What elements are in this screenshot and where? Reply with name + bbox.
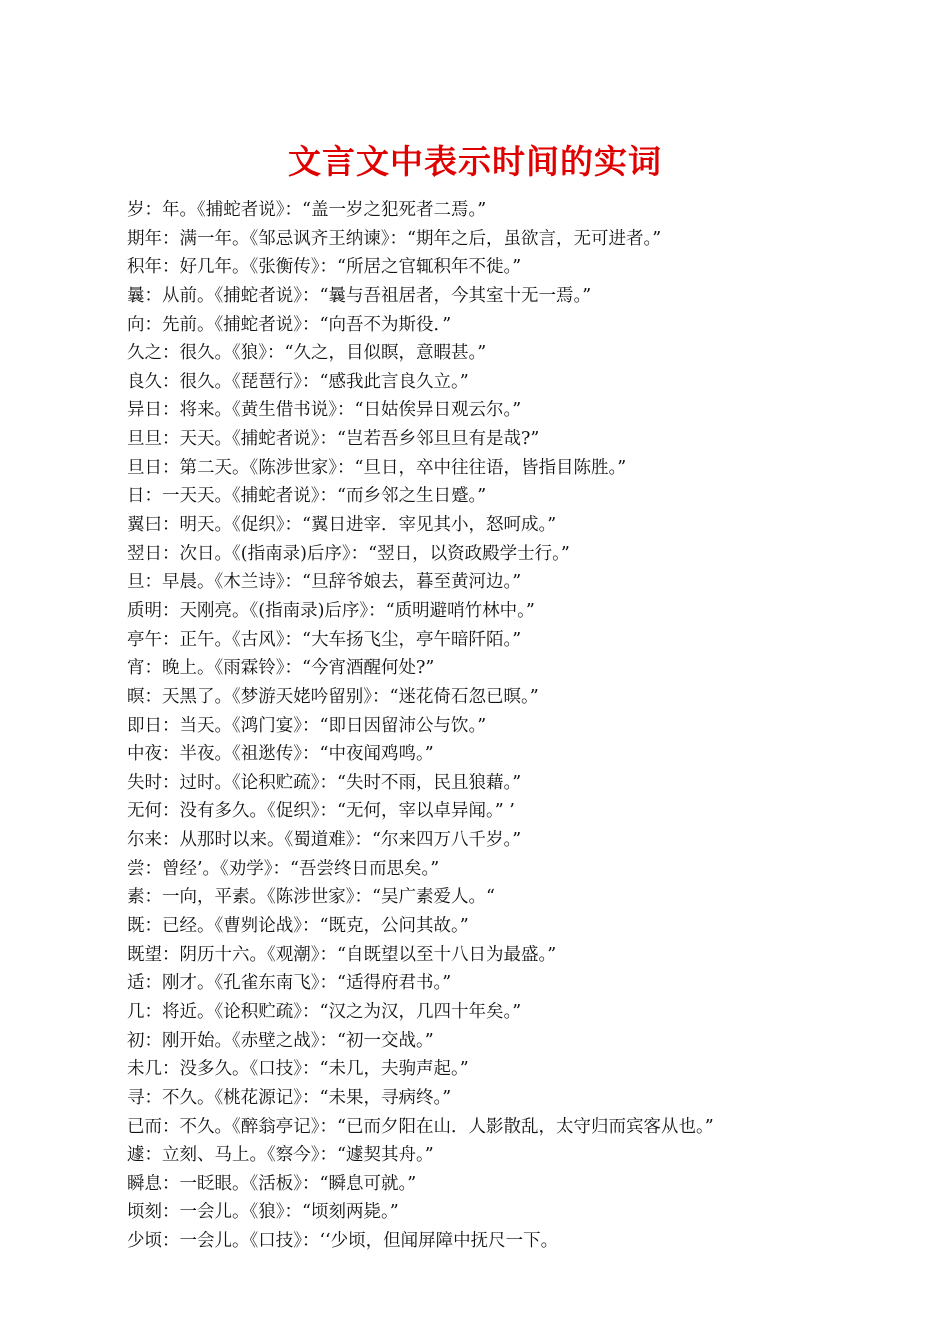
entry-line: 积年：好几年。《张衡传》：“所居之官辄积年不徙。” [127,257,522,278]
entry-line: 既：已经。《曹刿论战》：“既克，公问其故。” [127,916,469,937]
entry-line: 久之：很久。《狼》：“久之，目似瞑，意暇甚。” [127,343,487,364]
entry-line: 日：一天天。《捕蛇者说》：“而乡邻之生日蹙。” [127,486,487,507]
entry-line: 瞬息：一眨眼。《活板》：“瞬息可就。” [127,1173,417,1194]
entry-line: 旦日：第二天。《陈涉世家》：“旦日，卒中往往语，皆指目陈胜。” [127,457,627,478]
entry-line: 尔来：从那时以来。《蜀道难》：“尔来四万八千岁。” [127,830,522,851]
entry-line: 中夜：半夜。《祖逖传》：“中夜闻鸡鸣。” [127,744,434,765]
entry-line: 旦旦：天天。《捕蛇者说》：“岂若吾乡邻旦旦有是哉?” [127,429,540,450]
entry-line: 旦：早晨。《木兰诗》：“旦辞爷娘去，暮至黄河边。” [127,572,522,593]
entry-line: 顷刻：一会儿。《狼》：“顷刻两毙。” [127,1202,399,1223]
entry-line: 翌日：次日。《(指南录)后序》：“翌日，以资政殿学士行。” [127,543,570,564]
entry-line: 已而：不久。《醉翁亭记》：“已而夕阳在山．人影散乱，太守归而宾客从也。” [127,1116,714,1137]
entry-line: 暝：天黑了。《梦游天姥吟留别》：“迷花倚石忽已暝。” [127,686,539,707]
entry-line: 曩：从前。《捕蛇者说》：“曩与吾祖居者，今其室十无一焉。” [127,285,592,306]
entry-line: 无何：没有多久。《促织》：“无何，宰以卓异闻。” ’ [127,801,515,822]
document-title: 文言文中表示时间的实词 [288,142,662,182]
entry-line: 良久：很久。《琵琶行》：“感我此言良久立。” [127,371,469,392]
entry-line: 尝：曾经’。《劝学》：“吾尝终日而思矣。” [127,858,440,879]
entry-line: 异日：将来。《黄生借书说》：“日姑俟异日观云尔。” [127,400,522,421]
entry-line: 遽：立刻、马上。《察今》：“遽契其舟。” [127,1145,434,1166]
entry-line: 失时：过时。《论积贮疏》：“失时不雨，民且狼藉。” [127,772,522,793]
entry-line: 亭午：正午。《古风》：“大车扬飞尘，亭午暗阡陌。” [127,629,522,650]
entry-line: 质明：天刚亮。《(指南录)后序》：“质明避哨竹林中。” [127,600,535,621]
entry-line: 宵：晚上。《雨霖铃》：“今宵酒醒何处?” [127,658,435,679]
entry-line: 期年：满一年。《邹忌讽齐王纳谏》：“期年之后，虽欲言，无可进者。” [127,228,662,249]
entry-line: 岁：年。《捕蛇者说》：“盖一岁之犯死者二焉。” [127,200,487,220]
entry-line: 少顷：一会儿。《口技》：‘‘少顷，但闻屏障中抚尺一下。 [127,1231,559,1252]
entry-line: 向：先前。《捕蛇者说》：“向吾不为斯役．” [127,314,452,335]
entry-line: 未几：没多久。《口技》：“未几，夫驹声起。” [127,1059,469,1080]
entry-line: 寻：不久。《桃花源记》：“未果，寻病终。” [127,1087,452,1108]
entry-line: 素：一向，平素。《陈涉世家》：“吴广素爱人。“ [127,887,495,908]
entry-line: 初：刚开始。《赤壁之战》：“初一交战。” [127,1030,434,1051]
entry-line: 即日：当天。《鸿门宴》：“即日因留沛公与饮。” [127,715,487,736]
entry-line: 翼曰：明天。《促织》：“翼日进宰．宰见其小，怒呵成。” [127,515,557,536]
entry-line: 既望：阴历十六。《观潮》：“自既望以至十八日为最盛。” [127,944,557,965]
entry-line: 适：刚才。《孔雀东南飞》：“适得府君书。” [127,973,452,994]
entry-line: 几：将近。《论积贮疏》：“汉之为汉，几四十年矣。” [127,1001,522,1022]
entry-list [127,196,927,1256]
